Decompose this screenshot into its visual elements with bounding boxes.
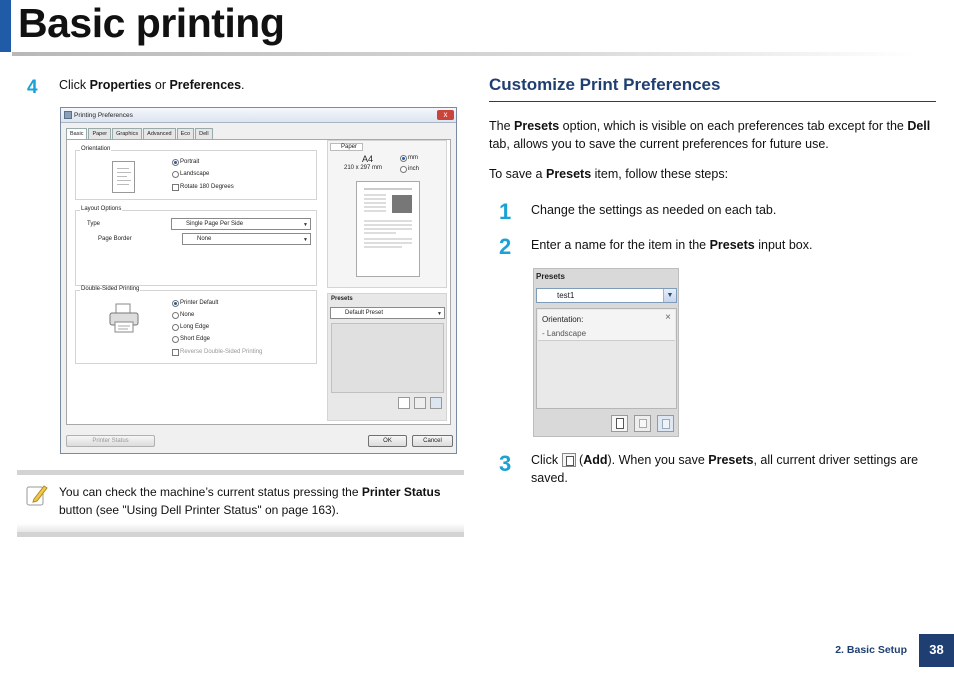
chevron-down-icon: ▼ <box>303 222 308 228</box>
step-4-text: Click Properties or Preferences. <box>59 78 245 92</box>
dialog-tabs <box>66 128 214 139</box>
chevron-down-icon: ▼ <box>437 311 442 317</box>
cancel-button[interactable]: Cancel <box>412 435 453 447</box>
paper-dimensions: 210 x 297 mm <box>344 165 383 171</box>
orientation-landscape-radio[interactable]: Landscape <box>172 171 209 177</box>
list-item[interactable] <box>538 310 675 341</box>
dialog-presets-value: Default Preset <box>345 310 384 316</box>
orientation-portrait-radio[interactable]: Portrait <box>172 159 199 165</box>
dialog-presets-list <box>331 323 444 393</box>
add-preset-icon[interactable] <box>611 415 628 432</box>
double-sided-group <box>75 286 317 364</box>
layout-type-select[interactable] <box>171 218 311 230</box>
note-text: You can check the machine’s current status pressing the Printer Status button (see "Using Dell Printer Status" on page 163). <box>59 485 441 517</box>
step-3-text: Click (Add). When you save Presets, all current driver settings are saved. <box>531 453 919 485</box>
add-preset-icon[interactable] <box>398 397 410 409</box>
preset-item-title: Orientation: <box>542 315 584 324</box>
unit-inch-radio[interactable]: inch <box>400 166 419 172</box>
duplex-short-edge-radio[interactable]: Short Edge <box>172 336 210 342</box>
paper-preview-tab[interactable]: Paper <box>330 143 363 151</box>
dialog-titlebar <box>61 108 456 123</box>
page-preview-thumbnail <box>356 181 420 277</box>
step-2-text: Enter a name for the item in the Presets input box. <box>531 238 813 252</box>
dialog-presets-panel <box>327 293 447 421</box>
orientation-label: Orientation <box>81 146 111 152</box>
dialog-presets-select[interactable] <box>330 307 445 319</box>
step-number-1: 1 <box>499 199 512 224</box>
paper-size: A4 <box>362 154 374 164</box>
dialog-title: Printing Preferences <box>74 112 133 119</box>
step-number-4: 4 <box>27 77 38 98</box>
duplex-long-edge-radio[interactable]: Long Edge <box>172 324 209 330</box>
presets-label: Presets <box>536 272 565 281</box>
chevron-down-icon[interactable]: ▼ <box>663 289 676 302</box>
reverse-duplex-checkbox[interactable]: Reverse Double-Sided Printing <box>172 349 262 355</box>
rotate-180-checkbox[interactable]: Rotate 180 Degrees <box>172 184 234 190</box>
page-border-label: Page Border <box>98 236 132 242</box>
save-preset-icon[interactable] <box>634 415 651 432</box>
basic-tab-panel <box>66 139 451 425</box>
portrait-page-icon <box>112 161 135 193</box>
dialog-presets-label: Presets <box>331 296 353 302</box>
chevron-down-icon: ▼ <box>303 237 308 243</box>
section-divider <box>489 101 936 102</box>
unit-mm-radio[interactable]: mm <box>400 155 418 161</box>
tab-dell[interactable]: Dell <box>195 128 212 139</box>
tab-eco[interactable]: Eco <box>177 128 194 139</box>
presets-input-value: test1 <box>557 291 575 300</box>
close-icon[interactable]: x <box>437 110 454 120</box>
tab-graphics[interactable]: Graphics <box>112 128 142 139</box>
title-divider <box>12 52 917 56</box>
printing-preferences-dialog <box>60 107 457 454</box>
add-icon <box>562 453 576 467</box>
step-number-2: 2 <box>499 234 512 259</box>
duplex-printer-default-radio[interactable]: Printer Default <box>172 300 218 306</box>
step-1-text: Change the settings as needed on each tab. <box>531 203 777 217</box>
presets-input[interactable] <box>536 288 677 303</box>
double-sided-label: Double-Sided Printing <box>81 286 140 292</box>
duplex-none-radio[interactable]: None <box>172 312 194 318</box>
delete-preset-icon[interactable] <box>430 397 442 409</box>
presets-intro-paragraph: The Presets option, which is visible on each preferences tab except for the Dell tab, allows you to save the current preferences for future use. <box>489 119 931 151</box>
preset-item-value: - Landscape <box>542 329 587 338</box>
printer-status-button[interactable]: Printer Status <box>66 435 155 447</box>
page-border-value: None <box>197 236 212 242</box>
step-number-3: 3 <box>499 451 512 476</box>
header-accent-bar <box>0 0 11 52</box>
footer-section-label: 2. Basic Setup <box>835 644 907 656</box>
ok-button[interactable]: OK <box>368 435 407 447</box>
tab-advanced[interactable]: Advanced <box>143 128 175 139</box>
save-preset-icon[interactable] <box>414 397 426 409</box>
paper-preview-panel <box>327 140 447 288</box>
note-pencil-icon <box>26 483 48 507</box>
layout-type-value: Single Page Per Side <box>186 221 244 227</box>
duplex-printer-icon <box>108 303 140 333</box>
presets-list <box>536 308 677 409</box>
presets-steps-intro: To save a Presets item, follow these steps: <box>489 167 729 181</box>
layout-options-group <box>75 206 317 286</box>
page-border-select[interactable] <box>182 233 311 245</box>
layout-options-label: Layout Options <box>81 206 122 212</box>
delete-preset-icon[interactable] <box>657 415 674 432</box>
presets-panel-screenshot <box>533 268 679 437</box>
printer-app-icon <box>64 111 72 119</box>
section-title: Customize Print Preferences <box>489 75 721 94</box>
remove-icon[interactable]: × <box>665 312 671 323</box>
page-title: Basic printing <box>18 0 285 46</box>
tab-basic[interactable]: Basic <box>66 128 87 140</box>
orientation-group <box>75 146 317 200</box>
tab-paper[interactable]: Paper <box>88 128 111 139</box>
page-number: 38 <box>919 634 954 667</box>
layout-type-label: Type <box>87 221 101 227</box>
